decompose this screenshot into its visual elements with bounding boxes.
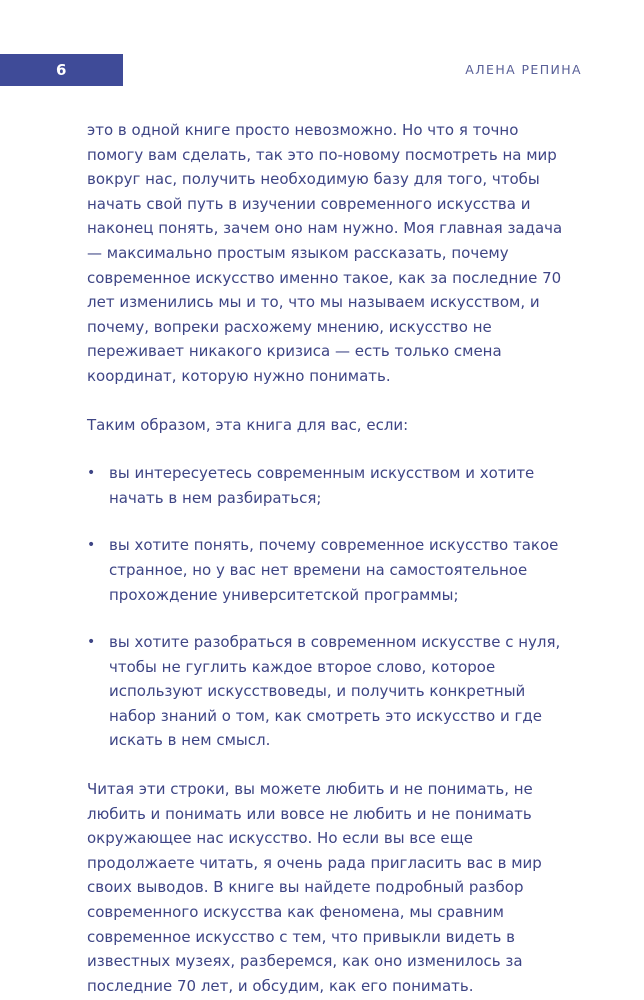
list-item <box>87 533 577 607</box>
bullet-icon: • <box>87 465 96 482</box>
running-header-author: АЛЕНА РЕПИНА <box>465 62 582 77</box>
bullet-icon: • <box>87 537 96 554</box>
list-item-text: вы хотите понять, почему современное искусство такое странное, но у вас нет времени на самостоятельное прохождение университетской программы; <box>109 536 559 604</box>
list-intro: Таким образом, эта книга для вас, если: <box>87 415 409 434</box>
list-item <box>87 461 577 510</box>
list-item-text: вы хотите разобраться в современном искусстве с нуля, чтобы не гуглить каждое второе слово, которое используют искусствоведы, и получить конкретный набор знаний о том, как смотреть это искусство и где искать в нем смысл. <box>109 633 561 750</box>
bullet-list <box>87 461 577 753</box>
list-item <box>87 630 577 753</box>
bullet-icon: • <box>87 634 96 651</box>
page-number-bar <box>0 54 123 86</box>
page-body <box>87 118 577 998</box>
paragraph-2: Читая эти строки, вы можете любить и не понимать, не любить и понимать или вовсе не любить и не понимать окружающее нас искусство. Но если вы все еще продолжаете читать, я очень рада пригласить вас в мир своих выводов. В книге вы найдете подробный разбор современного искусства как феномена, мы сравним современное искусство с тем, что привыкли видеть в известных музеях, разберемся, как оно изменилось за последние 70 лет, и обсудим, как его понимать. <box>87 780 542 995</box>
paragraph-1: это в одной книге просто невозможно. Но что я точно помогу вам сделать, так это по-новому посмотреть на мир вокруг нас, получить необходимую базу для того, чтобы начать свой путь в изучении современного искусства и наконец понять, зачем оно нам нужно. Моя главная задача — максимально простым языком рассказать, почему современное искусство именно такое, как за последние 70 лет изменились мы и то, что мы называем искусством, и почему, вопреки расхожему мнению, искусство не переживает никакого кризиса — есть только смена координат, которую нужно понимать. <box>87 121 563 385</box>
page-number: 6 <box>56 61 67 79</box>
list-item-text: вы интересуетесь современным искусством и хотите начать в нем разбираться; <box>109 464 535 507</box>
